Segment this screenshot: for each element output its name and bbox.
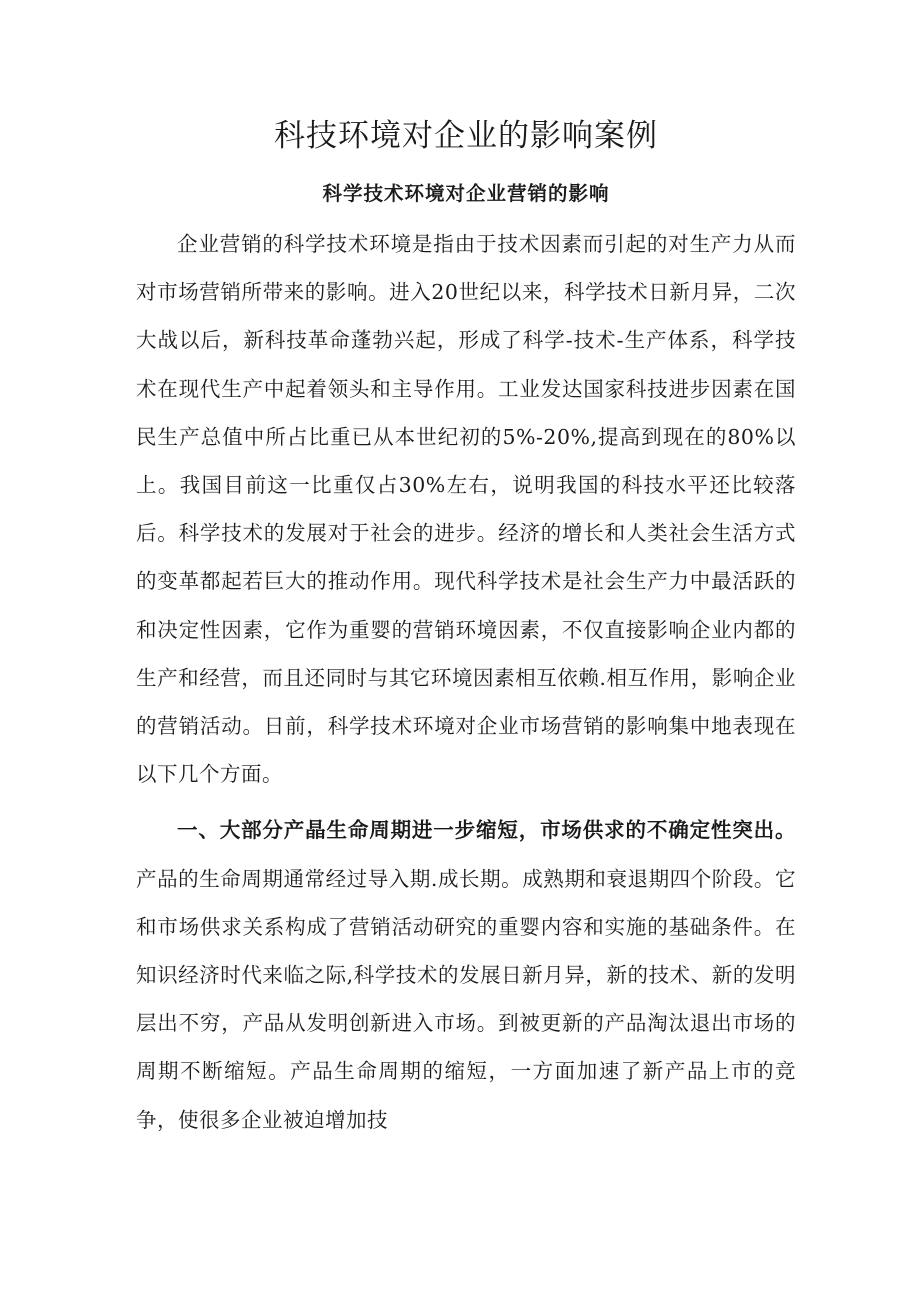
document-title: 科技环境对企业的影响案例 [274,118,658,154]
paragraph-text: 产品的生命周期通常经过导入期.成长期。成熟期和衰退期四个阶段。它和市场供求关系构成了营销活动研究的重婴内容和实施的基础条件。在知识经济时代来临之际,科学技术的发展日新月异，新的技术、新的发明层出不穷，产品从发明创新进入市场。到被更新的产品淘汰退出市场的周期不断缩短。产品生命周期的缩短，一方面加速了新产品上市的竞争，使很多企业被迫增加技 [136,866,796,1132]
section-heading: 一、大部分产晶生命周期进一步缩短，市场供求的不确定性突出。 [177,818,796,843]
document-page [136,112,796,1144]
paragraph-text: 企业营销的科学技术环境是指由于技术因素而引起的对生产力从而对市场营销所带来的影响。进入20世纪以来，科学技术日新月异，二次大战以后，新科技革命蓬勃兴起，形成了科学-技术-生产体系，科学技术在现代生产中起着领头和主导作用。工业发达国家科技进步因素在国民生产总值中所占比重已从本世纪初的5%-20%,提高到现在的80%以上。我国目前这一比重仅占30%左右，说明我国的科技水平还比较落后。科学技术的发展对于社会的进步。经济的增长和人类社会生活方式的变革都起若巨大的推动作用。现代科学技术是社会生产力中最活跃的和决定性因素，它作为重婴的营销环境因素，不仅直接影响企业内都的生产和经营，而且还同时与其它环境因素相互依赖.相互作用，影响企业的营销活动。日前，科学技术环境对企业市场营销的影响集中地表现在以下几个方面。 [136,232,796,787]
body-paragraph [136,220,796,798]
document-subtitle: 科学技术环境对企业营销的影响 [322,182,610,205]
body-paragraph [136,806,796,1143]
